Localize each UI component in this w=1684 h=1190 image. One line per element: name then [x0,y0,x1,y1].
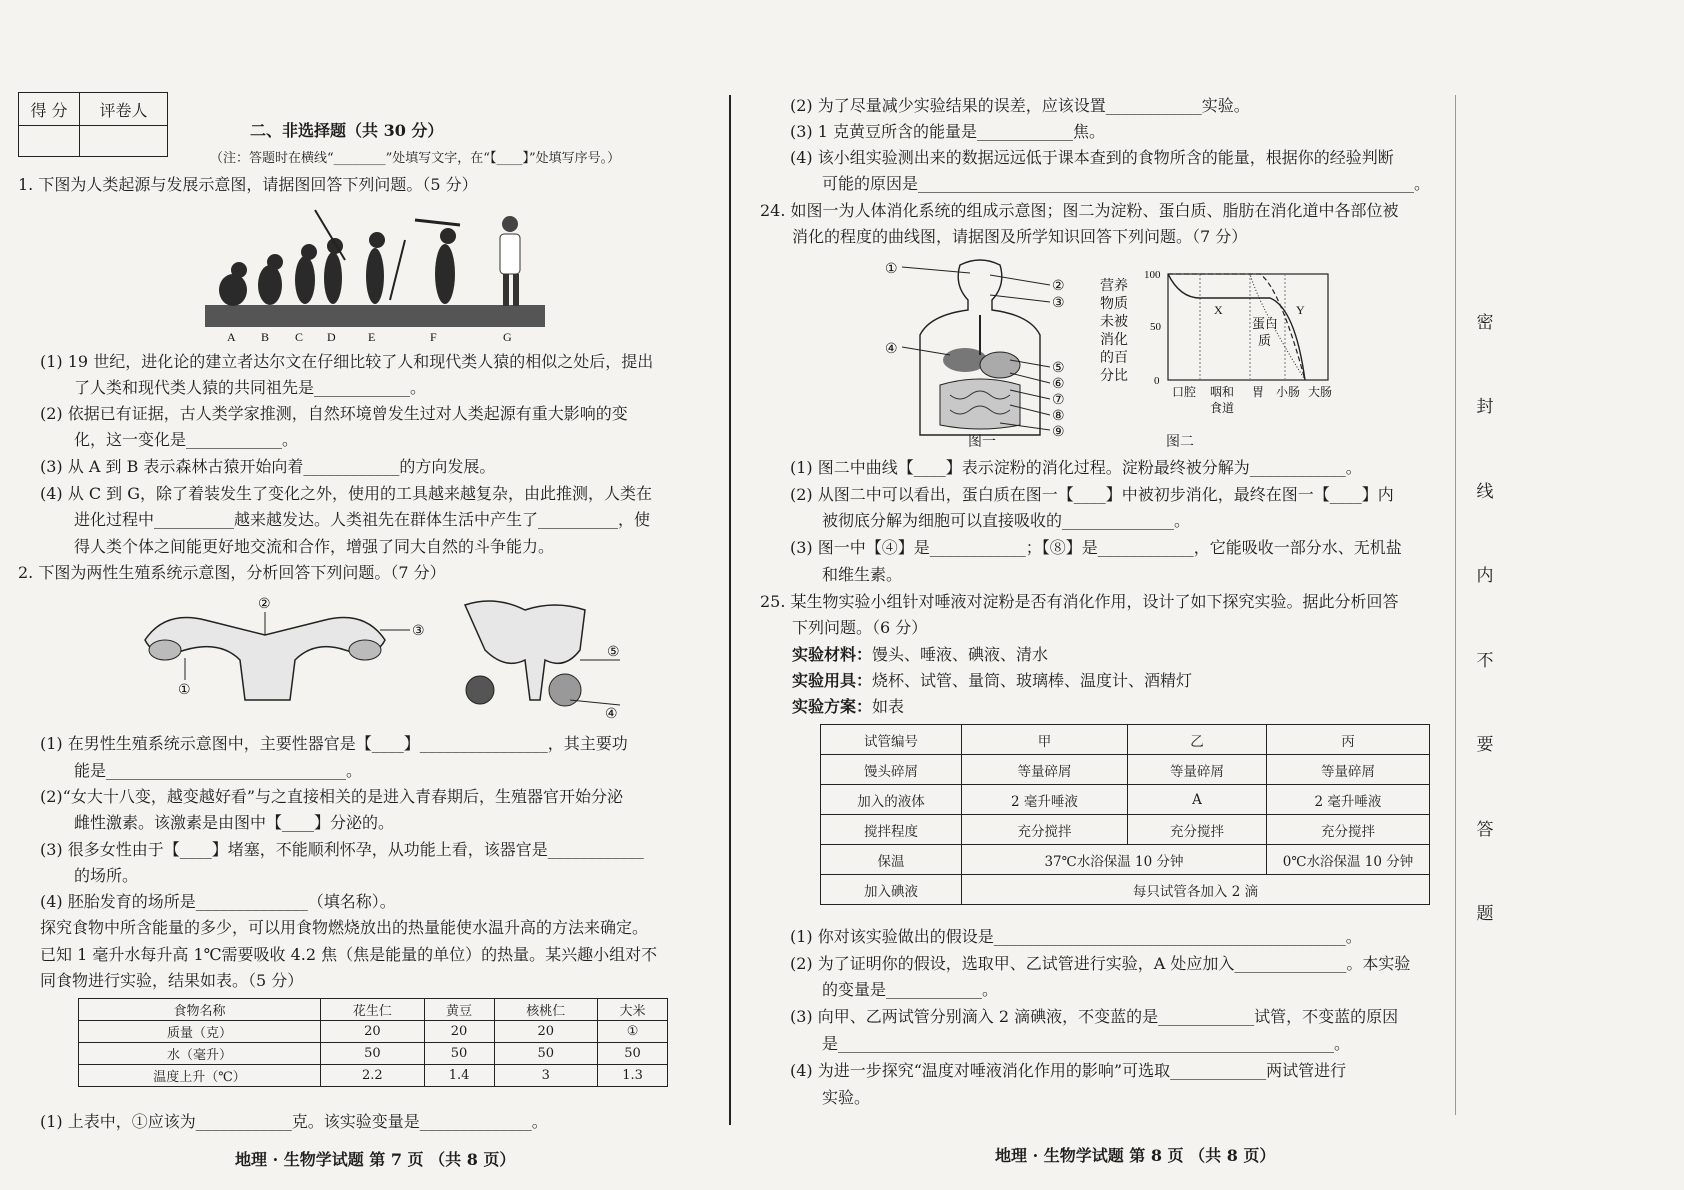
fig-label-b: B [261,330,270,344]
q23-line-r3: (4) 该小组实验测出来的数据远远低于课本查到的食物所含的能量，根据你的经验判断 [790,148,1394,167]
seal-char: 封 [1476,397,1494,417]
fig-label-e: E [368,330,376,344]
q24-line-2: (2) 从图二中可以看出，蛋白质在图一【____】中被初步消化，最终在图一【____】内 [790,485,1394,504]
food-table-cell: 质量（克） [79,1021,321,1043]
grader-cell[interactable] [80,126,168,157]
q25-line-7: 实验。 [822,1088,871,1107]
section-title: 二、非选择题（共 30 分） [250,121,444,140]
q25-line-1: (1) 你对该实验做出的假设是____________________________________________。 [790,927,1362,946]
q25-plan [792,697,904,717]
ylabel-char: 化 [1114,332,1128,348]
ylabel-char: 养 [1114,278,1128,294]
food-table-header-cell: 花生仁 [321,999,425,1021]
section-note: （注：答题时在横线“________”处填写文字，在“【____】”处填写序号。） [210,151,621,166]
score-label: 得 分 [19,93,80,126]
reproductive-system-figure [125,590,625,720]
exp-table-cell: 充分搅拌 [962,815,1128,845]
q23-line-r1: (2) 为了尽量减少实验结果的误差，应该设置____________实验。 [790,96,1250,115]
digestive-label-7: ⑦ [1052,392,1065,408]
fig-label-g: G [503,330,512,344]
fig-label-c: C [295,330,304,344]
xtick-small-intestine: 小肠 [1276,385,1301,399]
seal-char: 不 [1476,651,1494,671]
fig-label-f: F [430,330,437,344]
q24-line-1: (1) 图二中曲线【____】表示淀粉的消化过程。淀粉最终被分解为____________。 [790,458,1362,477]
digestive-label-9: ⑨ [1052,424,1065,440]
q25-stem-2: 下列问题。（6 分） [792,618,928,637]
food-table-header-cell: 食物名称 [79,999,321,1021]
digestive-label-8: ⑧ [1052,408,1065,424]
food-table-cell: 1.4 [424,1065,494,1087]
ylabel-char: 被 [1114,314,1128,330]
q25-line-6: (4) 为进一步探究“温度对唾液消化作用的影响”可选取____________两试管进行 [790,1061,1347,1080]
q21-line-5: (3) 从 A 到 B 表示森林古猿开始向着____________的方向发展。 [40,457,496,476]
q22-line-2: 能是______________________________。 [74,761,363,780]
digestive-label-1: ① [885,261,898,277]
tools-value: 烧杯、试管、量筒、玻璃棒、温度计、酒精灯 [872,671,1193,690]
food-table-cell: 20 [494,1021,598,1043]
q22-line-4: 雌性激素。该激素是由图中【____】分泌的。 [74,813,395,832]
q21-line-2: 了人类和现代类人猿的共同祖先是____________。 [74,378,427,397]
ylabel-char: 未 [1100,314,1114,330]
tools-label: 实验用具： [792,671,873,690]
exp-table-cell: 等量碎屑 [1267,755,1430,785]
q22-line-1: (1) 在男性生殖系统示意图中，主要性器官是【____】________________，其主要功 [40,734,628,753]
q21-stem: 1. 下图为人类起源与发展示意图，请据图回答下列问题。（5 分） [18,175,478,194]
exp-table-cell: 加入碘液 [821,875,962,905]
exp-table-cell: 2 毫升唾液 [1267,785,1430,815]
q21-line-6: (4) 从 C 到 G，除了着装发生了变化之外，使用的工具越来越复杂，由此推测，人类在 [40,484,653,503]
q24-line-3: 被彻底分解为细胞可以直接吸收的______________。 [822,511,1191,530]
q24-line-5: 和维生素。 [822,565,903,584]
male-label-5: ⑤ [607,644,620,660]
page-divider [729,95,731,1125]
ytick-50: 50 [1150,321,1161,333]
q24-stem-2: 消化的程度的曲线图，请据图及所学知识回答下列问题。（7 分） [792,227,1248,246]
q23-line-1: 探究食物中所含能量的多少，可以用食物燃烧放出的热量能使水温升高的方法来确定。 [40,918,649,937]
human-evolution-figure [205,200,545,345]
xtick-pharynx: 咽和 [1210,385,1235,399]
materials-label: 实验材料： [792,645,873,664]
exp-table-cell: 充分搅拌 [1128,815,1267,845]
xtick-esophagus: 食道 [1210,401,1235,415]
seal-char: 线 [1476,482,1494,502]
food-energy-table [78,998,668,1087]
exp-table-cell: 2 毫升唾液 [962,785,1128,815]
protein-label: 质 [1258,334,1272,349]
ylabel-char: 的 [1100,350,1114,366]
seal-char: 密 [1476,313,1494,333]
seal-char: 答 [1476,820,1494,840]
q22-stem: 2. 下图为两性生殖系统示意图，分析回答下列问题。（7 分） [18,563,446,582]
food-table-cell: 1.3 [598,1065,668,1087]
food-table-cell: 50 [494,1043,598,1065]
ylabel-char: 营 [1100,278,1114,294]
food-table-cell: 20 [321,1021,425,1043]
footer-left: 地理 · 生物学试题 第 7 页 （共 8 页） [235,1150,516,1169]
q23-line-3: 同食物进行实验，结果如表。（5 分） [40,971,304,990]
q25-line-2: (2) 为了证明你的假设，选取甲、乙试管进行实验，A 处应加入______________。本实验 [790,954,1411,973]
exp-table-cell: 保温 [821,845,962,875]
q23-line-r4: 可能的原因是______________________________________________________________。 [822,174,1431,193]
food-table-cell: 2.2 [321,1065,425,1087]
xtick-stomach: 胃 [1252,385,1265,399]
exp-table-cell: 充分搅拌 [1267,815,1430,845]
female-label-3: ③ [412,623,425,639]
exp-table-cell: 0℃水浴保温 10 分钟 [1267,845,1430,875]
ylabel-char: 质 [1114,296,1128,312]
food-table-header-cell: 黄豆 [424,999,494,1021]
q25-stem-1: 25. 某生物实验小组针对唾液对淀粉是否有消化作用，设计了如下探究实验。据此分析回答 [760,592,1399,611]
q22-line-5: (3) 很多女性由于【____】堵塞，不能顺利怀孕，从功能上看，该器官是____________ [40,840,644,859]
protein-label: 蛋白 [1252,317,1279,332]
plan-value: 如表 [872,697,905,716]
q21-line-8: 得人类个体之间能更好地交流和合作，增强了同大自然的斗争能力。 [74,537,555,556]
q24-line-4: (3) 图一中【④】是____________；【⑧】是____________，它能吸收一部分水、无机盐 [790,538,1402,557]
exp-table-cell: 加入的液体 [821,785,962,815]
food-table-cell: 50 [598,1043,668,1065]
ytick-0: 0 [1154,375,1160,387]
seal-char: 要 [1476,735,1494,755]
food-table-cell: ① [598,1021,668,1043]
seal-line [1455,95,1456,1115]
food-table-cell: 20 [424,1021,494,1043]
exp-table-header: 试管编号 [821,725,962,755]
seal-char: 题 [1476,904,1494,924]
digestive-label-3: ③ [1052,295,1065,311]
q22-line-3: (2)“女大十八变，越变越好看”与之直接相关的是进入青春期后，生殖器官开始分泌 [40,787,624,806]
experiment-table [820,724,1430,905]
curve-y-label: Y [1296,303,1305,317]
q23-subq-1: (1) 上表中，①应该为____________克。该实验变量是______________。 [40,1112,548,1131]
food-table-header-cell: 核桃仁 [494,999,598,1021]
digestive-label-2: ② [1052,278,1065,294]
score-cell[interactable] [19,126,80,157]
digestive-label-6: ⑥ [1052,376,1065,392]
figure-2-caption: 图二 [1166,434,1194,450]
q23-line-2: 已知 1 毫升水每升高 1℃需要吸收 4.2 焦（焦是能量的单位）的热量。某兴趣小组对不 [40,945,658,964]
digestive-label-5: ⑤ [1052,360,1065,376]
fig-label-d: D [327,330,336,344]
food-table-header-cell: 大米 [598,999,668,1021]
seal-char: 内 [1476,566,1494,586]
exp-table-cell: 等量碎屑 [962,755,1128,785]
exp-table-header: 丙 [1267,725,1430,755]
ylabel-char: 分 [1100,368,1114,384]
q21-line-4: 化，这一变化是____________。 [74,430,299,449]
footer-right: 地理 · 生物学试题 第 8 页 （共 8 页） [995,1146,1276,1165]
q25-line-5: 是______________________________________________________________。 [822,1034,1350,1053]
female-label-1: ① [178,682,191,698]
exp-table-cell: A [1128,785,1267,815]
food-table-cell: 3 [494,1065,598,1087]
curve-x-label: X [1214,303,1223,317]
q22-line-6: 的场所。 [74,866,139,885]
fig-label-a: A [227,330,236,344]
digestive-system-figure [880,255,1080,450]
exp-table-cell: 37℃水浴保温 10 分钟 [962,845,1267,875]
q25-tools [792,671,1192,691]
q21-line-1: (1) 19 世纪，进化论的建立者达尔文在仔细比较了人和现代类人猿的相似之处后，提出 [40,352,654,371]
exp-table-cell: 馒头碎屑 [821,755,962,785]
exp-table-cell: 等量碎屑 [1128,755,1267,785]
q21-line-7: 进化过程中__________越来越发达。人类祖先在群体生活中产生了__________，使 [74,510,651,529]
digestive-label-4: ④ [885,341,898,357]
female-label-2: ② [258,596,271,612]
xtick-mouth: 口腔 [1172,385,1197,399]
q22-line-7: (4) 胚胎发育的场所是______________（填名称）。 [40,892,396,911]
q23-line-r2: (3) 1 克黄豆所含的能量是____________焦。 [790,122,1106,141]
figure-1-caption: 图一 [968,434,996,450]
male-label-4: ④ [605,706,618,720]
q21-line-3: (2) 依据已有证据，古人类学家推测，自然环境曾发生过对人类起源有重大影响的变 [40,404,628,423]
ylabel-char: 物 [1100,296,1114,312]
exp-table-cell: 每只试管各加入 2 滴 [962,875,1430,905]
exp-table-header: 甲 [962,725,1128,755]
food-table-cell: 50 [424,1043,494,1065]
q24-stem-1: 24. 如图一为人体消化系统的组成示意图；图二为淀粉、蛋白质、脂肪在消化道中各部位被 [760,201,1399,220]
plan-label: 实验方案： [792,697,873,716]
food-table-cell: 50 [321,1043,425,1065]
ylabel-char: 消 [1100,332,1114,348]
q25-line-3: 的变量是____________。 [822,980,999,999]
ylabel-char: 百 [1114,350,1128,366]
food-table-cell: 水（毫升） [79,1043,321,1065]
materials-value: 馒头、唾液、碘液、清水 [872,645,1049,664]
q25-materials [792,645,1048,665]
exp-table-header: 乙 [1128,725,1267,755]
ylabel-char: 比 [1114,368,1128,384]
digestion-curve-figure [1100,268,1340,448]
xtick-large-intestine: 大肠 [1308,385,1333,399]
food-table-cell: 温度上升（℃） [79,1065,321,1087]
exp-table-cell: 搅拌程度 [821,815,962,845]
ytick-100: 100 [1144,269,1161,281]
q25-line-4: (3) 向甲、乙两试管分别滴入 2 滴碘液，不变蓝的是____________试管，不变蓝的原因 [790,1007,1399,1026]
score-box [18,92,168,157]
grader-label: 评卷人 [80,93,168,126]
